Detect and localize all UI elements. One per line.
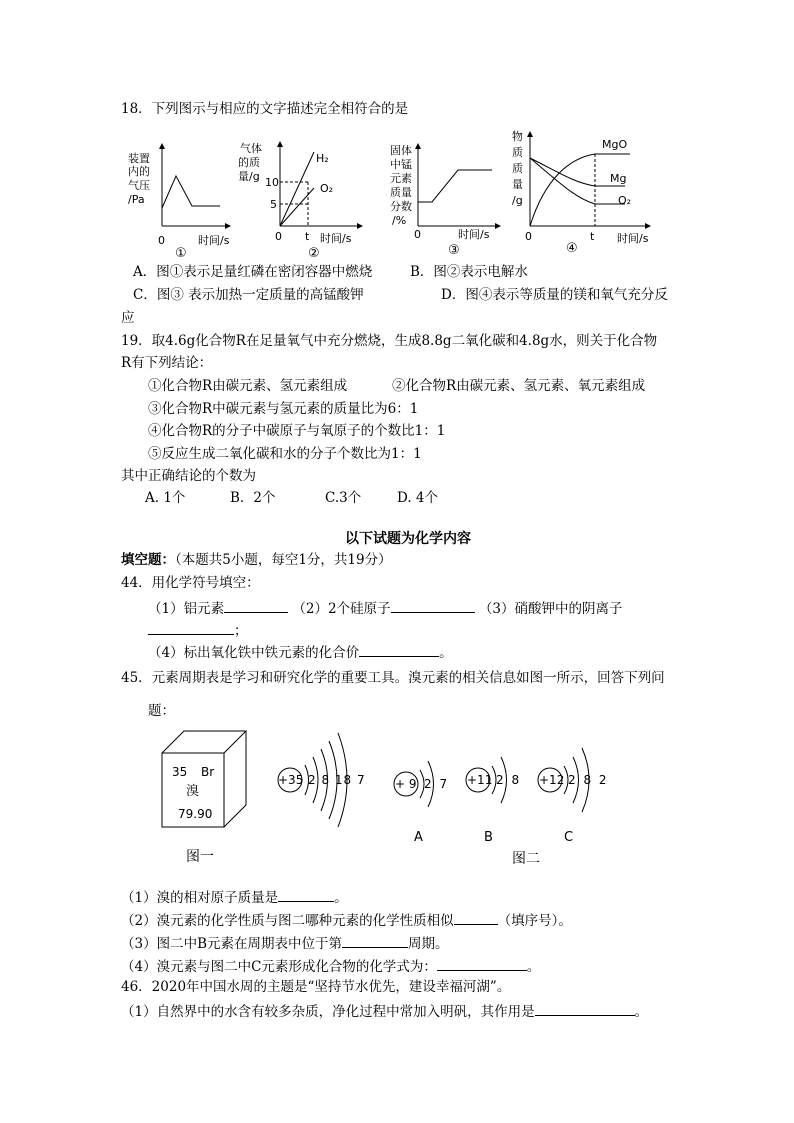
figure-2-caption: 图二 <box>512 851 540 867</box>
q19-conclusion-5: ⑤反应生成二氧化碳和水的分子个数比为1：1 <box>148 446 422 462</box>
q18-graphs <box>120 128 660 260</box>
q19-option-b: B．2个 <box>230 490 276 506</box>
svg-text:固体: 固体 <box>390 144 412 157</box>
element-name: 溴 <box>186 784 200 799</box>
q44-blank-3[interactable] <box>148 620 234 635</box>
q45-blank-1[interactable] <box>278 887 334 902</box>
svg-text:t: t <box>590 230 595 243</box>
br-shells: 2 8 18 7 <box>308 773 366 787</box>
q44-blank-4[interactable] <box>359 642 439 657</box>
graph-2 <box>238 141 362 260</box>
q44-blank-1[interactable] <box>224 598 288 613</box>
svg-text:H₂: H₂ <box>316 152 329 165</box>
q44-end: 。 <box>439 645 453 661</box>
q44-line-3 <box>148 642 453 662</box>
q19-conclusion-4: ④化合物R的分子中碳原子与氧原子的个数比1：1 <box>148 423 446 439</box>
svg-text:/%: /% <box>392 214 407 227</box>
svg-text:装置: 装置 <box>128 152 150 165</box>
element-mass: 79.90 <box>178 807 213 821</box>
q45-figures <box>150 725 630 870</box>
atom-c-nucleus: +12 <box>539 773 565 787</box>
svg-text:质: 质 <box>512 162 523 175</box>
svg-text:t: t <box>305 230 310 243</box>
svg-text:0: 0 <box>158 234 165 247</box>
q19-option-c: C.3个 <box>325 490 362 506</box>
q19-ask: 其中正确结论的个数为 <box>121 468 256 484</box>
q18-option-b: B．图②表示电解水 <box>410 264 528 280</box>
atom-b-shells: 2 8 <box>496 773 522 787</box>
svg-text:元素: 元素 <box>390 172 412 185</box>
q19-option-a: A. 1个 <box>145 490 186 506</box>
svg-text:MgO: MgO <box>602 138 628 151</box>
q18-option-c: C．图③ 表示加热一定质量的高锰酸钾 <box>133 287 364 303</box>
graph-1 <box>128 144 230 260</box>
atom-a-nucleus: + 9 <box>395 777 417 791</box>
fill-in-heading <box>121 551 392 569</box>
q19-stem-cont: R有下列结论： <box>121 355 213 371</box>
svg-text:Mg: Mg <box>610 172 627 185</box>
q46-blank-1[interactable] <box>535 1001 635 1016</box>
svg-text:质量: 质量 <box>390 186 412 199</box>
q44-part-3: （3）硝酸钾中的阴离子 <box>478 601 623 617</box>
svg-text:量/g: 量/g <box>238 170 260 183</box>
q45-sub-3 <box>121 933 449 953</box>
q45-stem-cont: 题： <box>148 703 175 719</box>
q18-option-d-cont: 应 <box>121 310 135 326</box>
q45-sub-1 <box>121 887 348 907</box>
q19-stem: 19．取4.6g化合物R在足量氧气中充分燃烧，生成8.8g二氧化碳和4.8g水，则关于化合物 <box>121 333 658 349</box>
q45-blank-2[interactable] <box>454 910 498 925</box>
svg-text:时间/s: 时间/s <box>458 228 490 241</box>
q45-stem: 45．元素周期表是学习和研究化学的重要工具。溴元素的相关信息如图一所示，回答下列问 <box>121 670 665 686</box>
svg-text:O₂: O₂ <box>320 182 334 195</box>
q45-sub-2-suffix: （填序号）。 <box>497 913 572 929</box>
q45-sub-4-end: 。 <box>526 959 541 975</box>
q44-stem: 44．用化学符号填空： <box>121 575 260 591</box>
svg-text:分数: 分数 <box>390 200 412 213</box>
q19-conclusion-1: ①化合物R由碳元素、氢元素组成 <box>148 378 348 394</box>
element-symbol: Br <box>201 765 215 779</box>
svg-text:气体: 气体 <box>240 142 262 155</box>
q18-option-a: A．图①表示足量红磷在密闭容器中燃烧 <box>133 264 373 280</box>
label-c: C <box>564 830 574 845</box>
q45-sub-1-text: （1）溴的相对原子质量是 <box>121 890 279 906</box>
svg-text:时间/s: 时间/s <box>617 232 649 245</box>
svg-text:时间/s: 时间/s <box>198 234 230 247</box>
q45-sub-1-end: 。 <box>334 890 348 906</box>
svg-text:量: 量 <box>512 178 523 191</box>
svg-text:0: 0 <box>275 230 282 243</box>
q18-option-d: D．图④表示等质量的镁和氧气充分反 <box>441 287 668 303</box>
q45-sub-2 <box>121 910 572 930</box>
q46-stem: 46．2020年中国水周的主题是“坚持节水优先，建设幸福河湖”。 <box>121 979 511 995</box>
q19-conclusion-2: ②化合物R由碳元素、氢元素、氧元素组成 <box>392 378 646 394</box>
q45-sub-3-text: （3）图二中B元素在周期表中位于第 <box>121 936 343 952</box>
element-atomic-number: 35 <box>172 765 188 779</box>
atom-a-shells: 2 7 <box>424 777 450 791</box>
q45-blank-4[interactable] <box>437 956 527 971</box>
fill-in-label: 填空题： <box>121 552 175 568</box>
atom-c-shells: 2 8 2 <box>568 773 609 787</box>
q19-option-d: D. 4个 <box>397 490 439 506</box>
q44-line-1 <box>148 598 622 618</box>
svg-text:③: ③ <box>448 243 460 258</box>
q19-conclusion-3: ③化合物R中碳元素与氢元素的质量比为6：1 <box>148 401 419 417</box>
svg-text:O₂: O₂ <box>618 194 632 207</box>
q44-part-1: （1）铝元素 <box>148 601 225 617</box>
svg-text:质: 质 <box>512 146 523 159</box>
label-a: A <box>414 830 423 845</box>
q45-sub-4 <box>121 956 540 976</box>
svg-text:/g: /g <box>512 194 523 207</box>
svg-text:的质: 的质 <box>238 156 260 169</box>
figure-1-caption: 图一 <box>186 849 214 865</box>
svg-text:中锰: 中锰 <box>390 158 412 171</box>
graph-4 <box>512 129 650 256</box>
svg-text:5: 5 <box>270 198 277 211</box>
q46-sub-1-text: （1）自然界中的水含有较多杂质，净化过程中常加入明矾，其作用是 <box>121 1004 535 1020</box>
svg-text:0: 0 <box>525 230 532 243</box>
svg-text:气压: 气压 <box>128 179 150 192</box>
svg-text:/Pa: /Pa <box>128 193 145 206</box>
q45-blank-3[interactable] <box>342 933 408 948</box>
q44-line-2 <box>148 620 248 640</box>
q46-sub-1 <box>121 1001 648 1021</box>
graph-3 <box>390 143 500 258</box>
q45-sub-2-text: （2）溴元素的化学性质与图二哪种元素的化学性质相似 <box>121 913 454 929</box>
svg-text:④: ④ <box>566 241 578 256</box>
br-nucleus: +35 <box>278 773 304 787</box>
svg-text:①: ① <box>175 246 187 260</box>
q45-sub-3-suffix: 周期。 <box>408 936 449 952</box>
element-tile <box>162 731 246 827</box>
q45-sub-4-text: （4）溴元素与图二中C元素形成化合物的化学式为： <box>121 959 437 975</box>
svg-text:物: 物 <box>512 130 523 143</box>
svg-text:10: 10 <box>265 176 279 189</box>
svg-text:②: ② <box>308 246 320 260</box>
svg-text:内的: 内的 <box>128 165 150 178</box>
q44-blank-2[interactable] <box>391 598 475 613</box>
section-title: 以下试题为化学内容 <box>345 531 471 547</box>
q46-sub-1-end: 。 <box>634 1004 649 1020</box>
q18-stem: 18．下列图示与相应的文字描述完全相符合的是 <box>121 101 409 117</box>
q44-semicolon: ； <box>234 623 248 639</box>
fill-in-note: （本题共5小题，每空1分，共19分） <box>175 552 392 568</box>
svg-text:0: 0 <box>414 228 421 241</box>
svg-text:时间/s: 时间/s <box>320 232 352 245</box>
q44-part-2: （2）2个硅原子 <box>292 601 391 617</box>
atom-b-nucleus: +11 <box>467 773 493 787</box>
label-b: B <box>484 830 493 845</box>
q44-part-4: （4）标出氧化铁中铁元素的化合价 <box>148 645 360 661</box>
